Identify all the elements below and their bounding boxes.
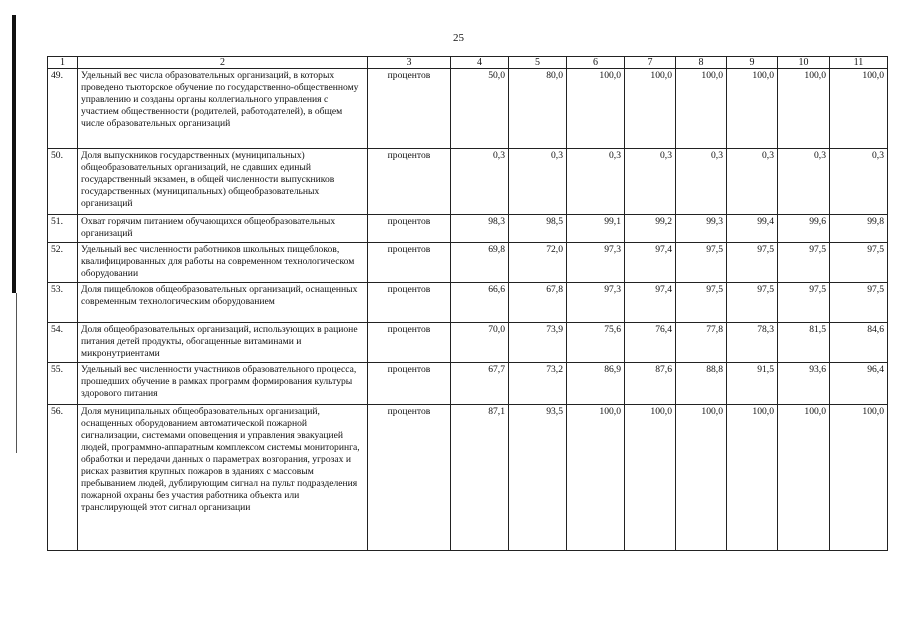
value-cell: 99,6 [778,215,830,243]
header-cell: 7 [625,57,676,69]
value-cell: 97,3 [567,283,625,323]
header-cell: 9 [727,57,778,69]
value-cell: 100,0 [727,69,778,149]
value-cell: 78,3 [727,323,778,363]
row-number: 54. [48,323,78,363]
value-cell: 91,5 [727,363,778,405]
table-row [48,149,888,215]
indicator-description: Доля муниципальных общеобразовательных организаций, оснащенных оборудованием автоматической пожарной сигнализации, системами оповещения и управления эвакуацией людей, программно-аппаратным комплексом системы мониторинга, обработки и передачи данных о параметрах возгорания, угрозах и рисках развития крупных пожаров в зданиях с массовым пребыванием людей, дублирующим сигнал на пульт подразделения пожарной охраны без участия работника объекта или транслирующей этот сигнал организации [78,405,368,551]
value-cell: 100,0 [676,405,727,551]
value-cell: 87,1 [451,405,509,551]
value-cell: 66,6 [451,283,509,323]
value-cell: 93,5 [509,405,567,551]
value-cell: 0,3 [451,149,509,215]
value-cell: 0,3 [778,149,830,215]
table-row [48,363,888,405]
unit-cell: процентов [368,363,451,405]
value-cell: 77,8 [676,323,727,363]
table-row [48,69,888,149]
table-row [48,283,888,323]
value-cell: 100,0 [676,69,727,149]
row-number: 56. [48,405,78,551]
value-cell: 97,3 [567,243,625,283]
unit-cell: процентов [368,283,451,323]
indicator-description: Удельный вес численности работников школьных пищеблоков, квалифицированных для работы на современном технологическом оборудовании [78,243,368,283]
header-cell: 4 [451,57,509,69]
row-number: 53. [48,283,78,323]
value-cell: 100,0 [727,405,778,551]
header-cell: 5 [509,57,567,69]
value-cell: 97,5 [727,283,778,323]
value-cell: 97,5 [727,243,778,283]
value-cell: 72,0 [509,243,567,283]
value-cell: 0,3 [676,149,727,215]
value-cell: 100,0 [778,405,830,551]
value-cell: 99,8 [830,215,888,243]
value-cell: 86,9 [567,363,625,405]
value-cell: 100,0 [830,69,888,149]
header-cell: 3 [368,57,451,69]
value-cell: 99,1 [567,215,625,243]
value-cell: 87,6 [625,363,676,405]
value-cell: 96,4 [830,363,888,405]
value-cell: 98,3 [451,215,509,243]
value-cell: 69,8 [451,243,509,283]
value-cell: 99,3 [676,215,727,243]
unit-cell: процентов [368,323,451,363]
value-cell: 100,0 [778,69,830,149]
value-cell: 0,3 [727,149,778,215]
value-cell: 75,6 [567,323,625,363]
value-cell: 0,3 [625,149,676,215]
header-cell: 1 [48,57,78,69]
value-cell: 100,0 [625,405,676,551]
page-number: 25 [453,32,464,44]
value-cell: 73,2 [509,363,567,405]
indicator-description: Удельный вес численности участников образовательного процесса, прошедших обучение в рамках программ формирования культуры здорового питания [78,363,368,405]
value-cell: 81,5 [778,323,830,363]
value-cell: 70,0 [451,323,509,363]
unit-cell: процентов [368,243,451,283]
value-cell: 80,0 [509,69,567,149]
value-cell: 97,4 [625,243,676,283]
indicator-description: Удельный вес числа образовательных организаций, в которых проведено тьюторское обучение по государственно-общественному управлению и созданы органы коллегиального управления с участием общественности (родителей, работодателей), в общем числе образовательных организаций [78,69,368,149]
value-cell: 67,7 [451,363,509,405]
value-cell: 84,6 [830,323,888,363]
value-cell: 100,0 [625,69,676,149]
indicator-description: Охват горячим питанием обучающихся общеобразовательных организаций [78,215,368,243]
row-number: 55. [48,363,78,405]
header-row [48,57,888,69]
value-cell: 0,3 [509,149,567,215]
header-cell: 2 [78,57,368,69]
row-number: 52. [48,243,78,283]
value-cell: 97,5 [830,283,888,323]
value-cell: 98,5 [509,215,567,243]
table-row [48,215,888,243]
value-cell: 99,4 [727,215,778,243]
value-cell: 93,6 [778,363,830,405]
indicator-description: Доля выпускников государственных (муниципальных) общеобразовательных организаций, не сдавших единый государственный экзамен, в общей численности выпускников государственных (муниципальных) общеобразовательных организаций [78,149,368,215]
table-row [48,405,888,551]
unit-cell: процентов [368,69,451,149]
header-cell: 6 [567,57,625,69]
value-cell: 97,5 [830,243,888,283]
value-cell: 97,5 [778,243,830,283]
row-number: 49. [48,69,78,149]
indicator-description: Доля общеобразовательных организаций, использующих в рационе питания детей продукты, обогащенные витаминами и микронутриентами [78,323,368,363]
value-cell: 97,5 [778,283,830,323]
value-cell: 97,5 [676,283,727,323]
unit-cell: процентов [368,149,451,215]
table-row [48,243,888,283]
binding-margin-bar [12,15,16,293]
header-cell: 10 [778,57,830,69]
header-cell: 8 [676,57,727,69]
binding-margin-line [16,293,17,453]
unit-cell: процентов [368,405,451,551]
value-cell: 88,8 [676,363,727,405]
value-cell: 0,3 [567,149,625,215]
value-cell: 97,5 [676,243,727,283]
unit-cell: процентов [368,215,451,243]
value-cell: 76,4 [625,323,676,363]
value-cell: 73,9 [509,323,567,363]
row-number: 50. [48,149,78,215]
value-cell: 97,4 [625,283,676,323]
value-cell: 100,0 [567,405,625,551]
value-cell: 100,0 [567,69,625,149]
row-number: 51. [48,215,78,243]
header-cell: 11 [830,57,888,69]
indicators-table [47,56,888,551]
value-cell: 50,0 [451,69,509,149]
value-cell: 100,0 [830,405,888,551]
value-cell: 67,8 [509,283,567,323]
value-cell: 99,2 [625,215,676,243]
value-cell: 0,3 [830,149,888,215]
table-row [48,323,888,363]
indicator-description: Доля пищеблоков общеобразовательных организаций, оснащенных современным технологическим оборудованием [78,283,368,323]
